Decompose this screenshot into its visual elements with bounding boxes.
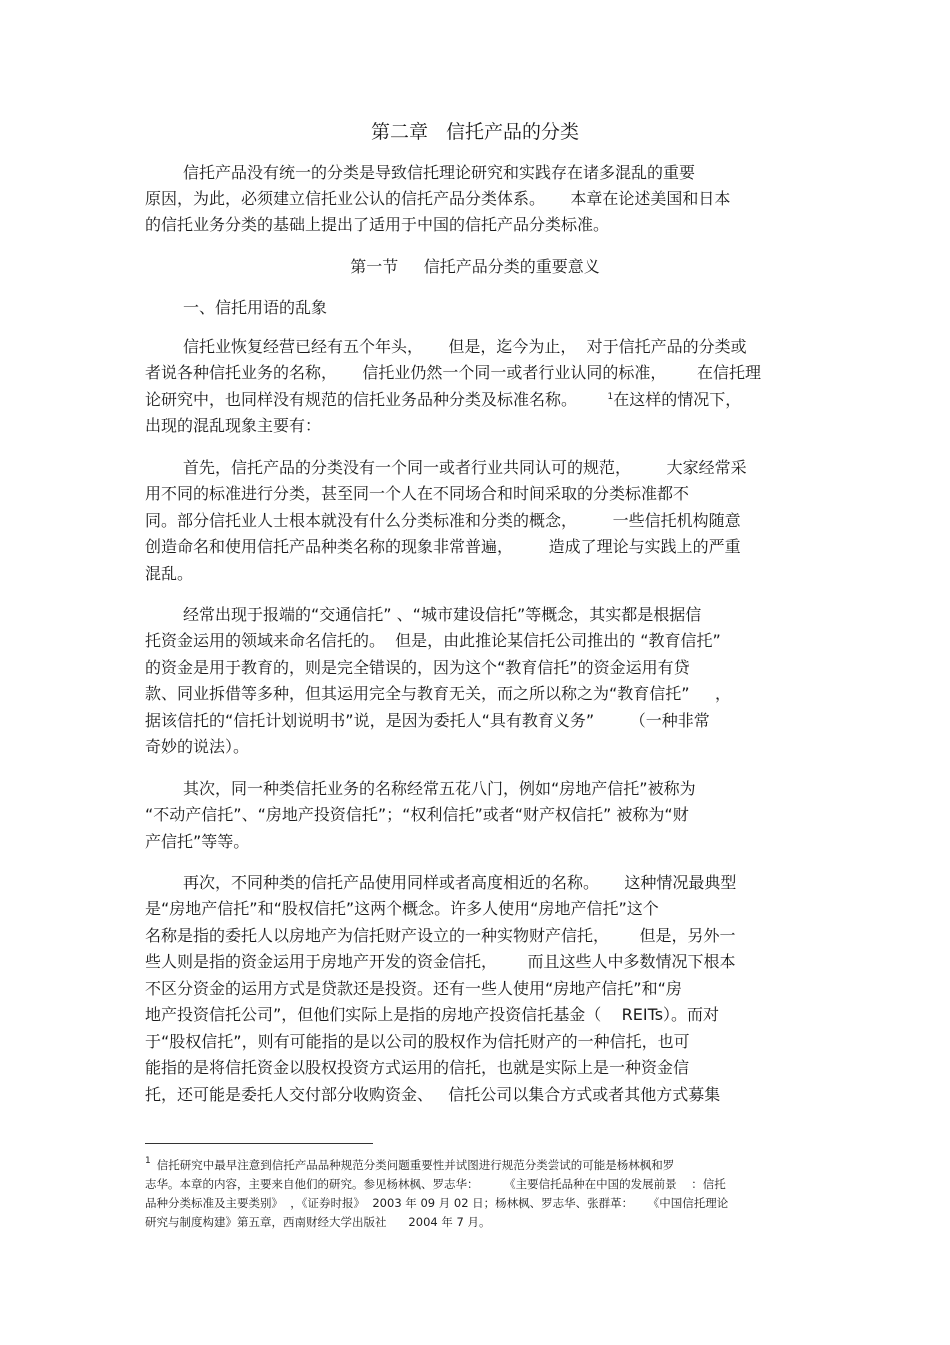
footnote-ref-marker[interactable]: 1 (607, 392, 614, 402)
para5-line: 些人则是指的资金运用于房地产开发的资金信托， 而且这些人中多数情况下根本 (145, 952, 736, 971)
footnote-line: 品种分类标准及主要类别》 ，《证券时报》 2003 年 09 月 02 日；杨林枫、罗志华、张群革： 《中国信托理论 (145, 1196, 729, 1210)
para3-line: 款、同业拆借等多种，但其运用完全与教育无关，而之所以称之为“教育信托” ， (145, 684, 732, 703)
para2-line: 混乱。 (145, 564, 194, 583)
section-title: 第一节 信托产品分类的重要意义 (350, 257, 600, 276)
para5-line: 地产投资信托公司”，但他们实际上是指的房地产投资信托基金（ REITs）。而对 (145, 1005, 720, 1024)
chapter-title: 第二章 信托产品的分类 (370, 121, 580, 143)
para3-line: 经常出现于报端的“交通信托” 、“城市建设信托”等概念，其实都是根据信 (183, 605, 702, 624)
footnote-text: 信托研究中最早注意到信托产品品种规范分类问题重要性并试图进行规范分类尝试的可能是杨林枫和罗 (156, 1158, 675, 1172)
para1-text: 论研究中，也同样没有规范的信托业务品种分类及标准名称。 (145, 390, 608, 409)
para1-line: 出现的混乱现象主要有： (145, 416, 322, 435)
para5-line: 名称是指的委托人以房地产为信托财产设立的一种实物财产信托， 但是，另外一 (145, 926, 736, 945)
para1-line (145, 388, 741, 415)
para1-line: 信托业恢复经营已经有五个年头， 但是，迄今为止， 对于信托产品的分类或 (183, 337, 747, 356)
para1-line: 者说各种信托业务的名称， 信托业仍然一个同一或者行业认同的标准， 在信托理 (145, 363, 761, 382)
intro-line: 原因，为此，必须建立信托业公认的信托产品分类体系。 本章在论述美国和日本 (145, 189, 731, 208)
footnote-line (145, 1156, 674, 1176)
para2-line: 同。部分信托业人士根本就没有什么分类标准和分类的概念， 一些信托机构随意 (145, 511, 741, 530)
subsection-heading: 一、信托用语的乱象 (183, 298, 328, 317)
para4-line: 产信托”等等。 (145, 832, 250, 851)
para1-text: 在这样的情况下， (613, 390, 742, 409)
para2-line: 创造命名和使用信托产品种类名称的现象非常普遍， 造成了理论与实践上的严重 (145, 537, 741, 556)
para4-line: “不动产信托”、“房地产投资信托”；“权利信托”或者“财产权信托” 被称为“财 (145, 805, 689, 824)
footnote-number: 1 (145, 1156, 151, 1166)
para3-line: 奇妙的说法）。 (145, 737, 250, 756)
para3-line: 的资金是用于教育的，则是完全错误的，因为这个“教育信托”的资金运用有贷 (145, 658, 690, 677)
para2-line: 用不同的标准进行分类，甚至同一个人在不同场合和时间采取的分类标准都不 (145, 484, 690, 503)
para3-line: 据该信托的“信托计划说明书”说，是因为委托人“具有教育义务” （一种非常 (145, 711, 710, 730)
para5-line: 托，还可能是委托人交付部分收购资金、 信托公司以集合方式或者其他方式募集 (145, 1085, 721, 1104)
footnote-line: 研究与制度构建》第五章，西南财经大学出版社 2004 年 7 月。 (145, 1215, 491, 1229)
para5-line: 是“房地产信托”和“股权信托”这两个概念。许多人使用“房地产信托”这个 (145, 899, 659, 918)
para2-line: 首先，信托产品的分类没有一个同一或者行业共同认可的规范， 大家经常采 (183, 458, 747, 477)
intro-line: 的信托业务分类的基础上提出了适用于中国的信托产品分类标准。 (145, 215, 610, 234)
para4-line: 其次，同一种类信托业务的名称经常五花八门，例如“房地产信托”被称为 (183, 779, 696, 798)
footnote-divider (145, 1143, 373, 1144)
intro-line: 信托产品没有统一的分类是导致信托理论研究和实践存在诸多混乱的重要 (183, 163, 696, 182)
para3-line: 托资金运用的领域来命名信托的。 但是，由此推论某信托公司推出的 “教育信托” (145, 631, 721, 650)
para5-line: 再次，不同种类的信托产品使用同样或者高度相近的名称。 这种情况最典型 (183, 873, 737, 892)
para5-line: 不区分资金的运用方式是贷款还是投资。还有一些人使用“房地产信托”和“房 (145, 979, 682, 998)
footnote-line: 志华。本章的内容，主要来自他们的研究。参见杨林枫、罗志华： 《主要信托品种在中国的发展前景 ：信托 (145, 1177, 726, 1191)
para5-line: 能指的是将信托资金以股权投资方式运用的信托，也就是实际上是一种资金信 (145, 1058, 690, 1077)
para5-line: 于“股权信托”，则有可能指的是以公司的股权作为信托财产的一种信托，也可 (145, 1032, 690, 1051)
